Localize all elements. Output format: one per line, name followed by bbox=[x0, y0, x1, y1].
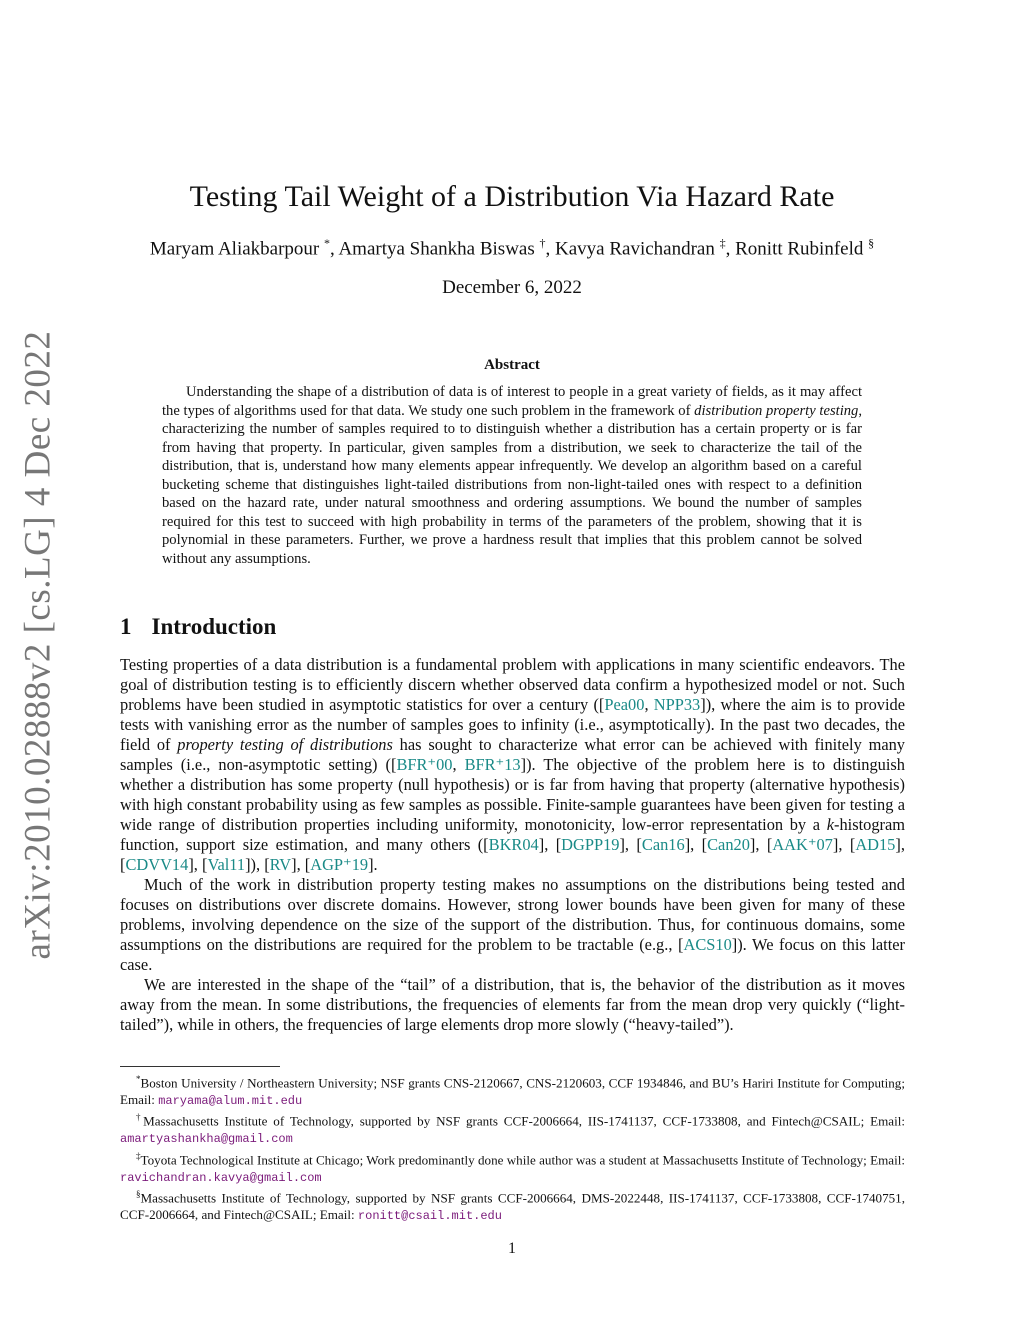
footnote bbox=[120, 1186, 905, 1224]
footnote-text: Massachusetts Institute of Technology, supported by NSF grants CCF-2006664, IIS-1741137, CCF-1733808, and Fintech@CSAIL; Email: bbox=[143, 1113, 905, 1129]
introduction-body bbox=[120, 655, 905, 1035]
section-number: 1 bbox=[120, 614, 132, 639]
footnote-mark: § bbox=[136, 1189, 141, 1200]
section-title: Introduction bbox=[151, 614, 277, 639]
citation-link[interactable]: CDVV14 bbox=[125, 855, 189, 874]
citation-link[interactable]: AGP⁺19 bbox=[310, 855, 369, 874]
footnote bbox=[120, 1148, 905, 1186]
citation-link[interactable]: BFR⁺00 bbox=[396, 755, 453, 774]
author-footnote-mark: * bbox=[324, 236, 330, 250]
author-name: Amartya Shankha Biswas bbox=[338, 238, 535, 260]
author-name: Kavya Ravichandran bbox=[555, 238, 715, 260]
paragraph: Much of the work in distribution property testing makes no assumptions on the distributions being tested and focuses on distributions over discrete domains. However, strong lower bounds have been given for many of these problems, involving dependence on the size of the support of the distribution. Thus, for continuous domains, some assumptions on the distributions are required for the problem to be tractable (e.g., [ACS10]). We focus on this latter case. bbox=[120, 875, 905, 974]
citation-link[interactable]: BFR⁺13 bbox=[464, 755, 521, 774]
page-number: 1 bbox=[508, 1240, 516, 1257]
citation-link[interactable]: BKR04 bbox=[488, 835, 539, 854]
author-name: Ronitt Rubinfeld bbox=[735, 238, 864, 260]
email-link[interactable]: ronitt@csail.mit.edu bbox=[357, 1208, 502, 1223]
paper-date: December 6, 2022 bbox=[442, 277, 582, 298]
footnote-text: Massachusetts Institute of Technology, supported by NSF grants CCF-2006664, DMS-2022448, IIS-1741137, CCF-1733808, CCF-1740751, CCF-2006664, and Fintech@CSAIL; Email: bbox=[120, 1190, 905, 1222]
footnote bbox=[120, 1109, 905, 1147]
citation-link[interactable]: DGPP19 bbox=[561, 835, 620, 854]
citation-link[interactable]: Pea00 bbox=[604, 695, 645, 714]
abstract-text: , characterizing the number of samples required to to distinguish whether a distribution has a certain property or is far from having that property. In particular, given samples from a distribution, we seek to characterize the tail of the distribution, that is, understand how many elements appear infrequently. We develop an algorithm based on a careful bucketing scheme that distinguishes light-tailed distributions from non-light-tailed ones with respect to a definition based on the hazard rate, under natural smoothness and ordering assumptions. We bound the number of samples required for this test to succeed with high probability in terms of the parameters of the problem, showing that it is polynomial in these parameters. Further, we prove a hardness result that implies that this problem cannot be solved without any assumptions. bbox=[162, 402, 862, 567]
citation-link[interactable]: Val11 bbox=[207, 855, 246, 874]
citation-link[interactable]: Can16 bbox=[641, 835, 685, 854]
emphasis-text: property testing of distributions bbox=[177, 735, 393, 754]
math-variable: k bbox=[826, 815, 834, 834]
author-footnote-mark: ‡ bbox=[719, 236, 726, 250]
footnote-mark: ‡ bbox=[136, 1150, 141, 1161]
author-name: Maryam Aliakbarpour bbox=[149, 238, 320, 260]
citation-link[interactable]: RV bbox=[269, 855, 292, 874]
footnote-text: Boston University / Northeastern University; NSF grants CNS-2120667, CNS-2120603, CCF 1934846, and BU’s Hariri Institute for Computing; Email: bbox=[120, 1075, 905, 1107]
footnote-mark: * bbox=[136, 1074, 141, 1084]
citation-link[interactable]: AAK⁺07 bbox=[772, 835, 833, 854]
paragraph: Testing properties of a data distribution is a fundamental problem with applications in many scientific endeavors. The goal of distribution testing is to efficiently discern whether observed data confirm a hypothesized model or not. Such problems have been studied in asymptotic statistics for over a century ([Pea00, NPP33]), where the aim is to provide tests with vanishing error as the number of samples goes to infinity (i.e., asymptotically). In the past two decades, the field of property testing of distributions has sought to characterize what error can be achieved with finitely many samples (i.e., non-asymptotic setting) ([BFR⁺00, BFR⁺13]). The objective of the problem here is to distinguish whether a distribution has some property (null hypothesis) or is far from having that property (alternative hypothesis) with high constant probability using as few samples as possible. Finite-sample guarantees have been given for testing a wide range of distribution properties including uniformity, monotonicity, low-error representation by a k-histogram function, support size estimation, and many others ([BKR04], [DGPP19], [Can16], [Can20], [AAK⁺07], [AD15], [CDVV14], [Val11]), [RV], [AGP⁺19]. bbox=[120, 655, 906, 874]
citation-link[interactable]: Can20 bbox=[707, 835, 750, 854]
abstract-text: Understanding the shape of a distribution of data is of interest to people in a great variety of fields, as it may affect the types of algorithms used for that data. We study one such problem in the framework of bbox=[162, 384, 862, 419]
abstract-heading: Abstract bbox=[484, 357, 540, 373]
footnote-mark: † bbox=[136, 1112, 144, 1123]
footnotes bbox=[120, 1071, 905, 1224]
abstract-emphasis: distribution property testing bbox=[694, 402, 859, 419]
paper-title: Testing Tail Weight of a Distribution Via Hazard Rate bbox=[189, 180, 835, 213]
citation-link[interactable]: ACS10 bbox=[683, 935, 732, 954]
email-link[interactable]: amartyashankha@gmail.com bbox=[120, 1132, 293, 1147]
footnote-text: Toyota Technological Institute at Chicago; Work predominantly done while author was a student at Massachusetts Institute of Technology; Email: bbox=[140, 1152, 905, 1168]
arxiv-identifier: arXiv:2010.02888v2 [cs.LG] 4 Dec 2022 bbox=[17, 330, 59, 960]
email-link[interactable]: maryama@alum.mit.edu bbox=[158, 1093, 303, 1108]
footnote-rule bbox=[120, 1066, 280, 1067]
author-list: Maryam Aliakbarpour *, Amartya Shankha Biswas †, Kavya Ravichandran ‡, Ronitt Rubinfeld § bbox=[149, 236, 875, 260]
email-link[interactable]: ravichandran.kavya@gmail.com bbox=[120, 1170, 322, 1185]
citation-link[interactable]: AD15 bbox=[855, 835, 896, 854]
author-footnote-mark: § bbox=[868, 236, 875, 250]
paragraph: We are interested in the shape of the “tail” of a distribution, that is, the behavior of the distribution as it moves away from the mean. In some distributions, the frequencies of elements far from the mean drop very quickly (“light-tailed”), while in others, the frequencies of large elements drop more slowly (“heavy-tailed”). bbox=[120, 975, 905, 1034]
footnote bbox=[120, 1071, 905, 1109]
citation-link[interactable]: NPP33 bbox=[653, 695, 701, 714]
author-footnote-mark: † bbox=[539, 236, 546, 250]
section-heading bbox=[120, 614, 276, 640]
abstract-body bbox=[162, 383, 862, 568]
